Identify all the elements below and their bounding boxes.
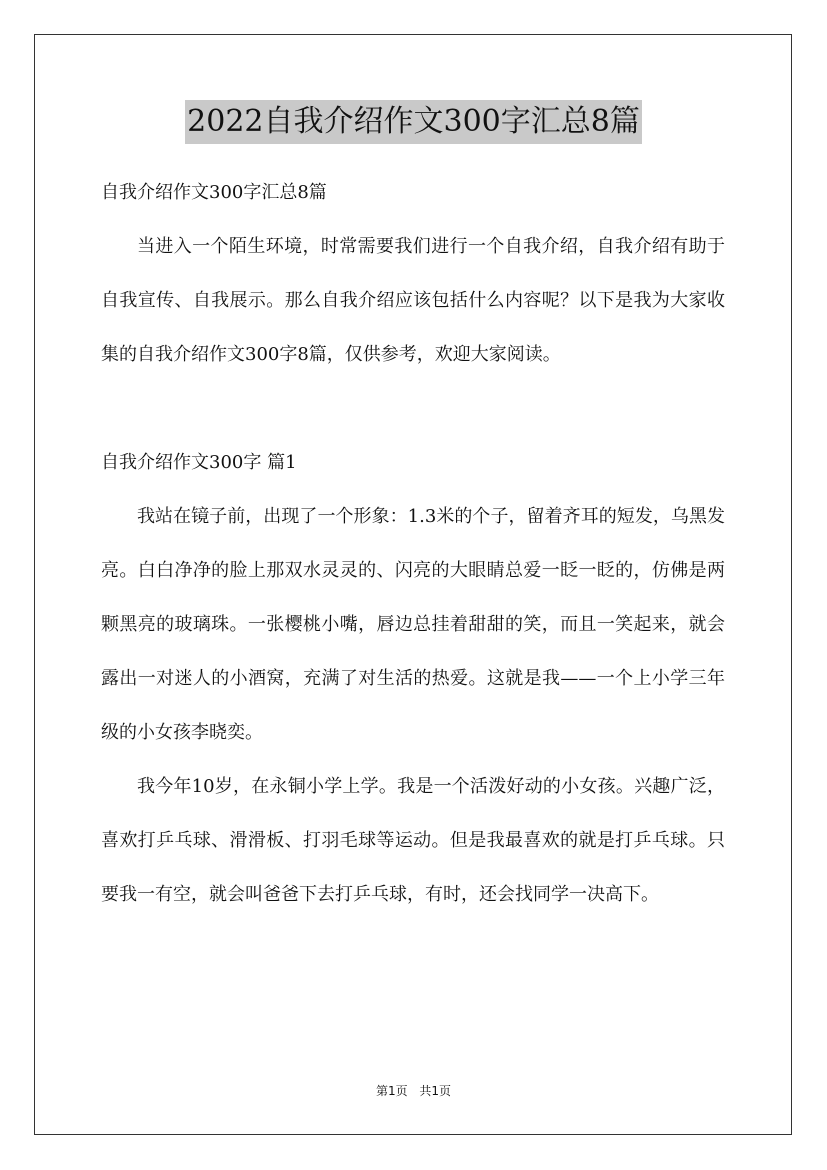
document-subtitle: 自我介绍作文300字汇总8篇 — [101, 182, 327, 203]
page-number: 第1页 — [375, 1084, 408, 1098]
document-body — [101, 166, 725, 922]
page-total: 共1页 — [419, 1084, 452, 1098]
section-paragraph-1: 我站在镜子前，出现了一个形象：1.3米的个子，留着齐耳的短发，乌黑发亮。白白净净的脸上那双水灵灵的、闪亮的大眼睛总爱一眨一眨的，仿佛是两颗黑亮的玻璃珠。一张樱桃小嘴，唇边总挂着甜甜的笑，而且一笑起来，就会露出一对迷人的小酒窝，充满了对生活的热爱。这就是我——一个上小学三年级的小女孩李晓奕。 — [101, 506, 725, 743]
page-title: 2022自我介绍作文300字汇总8篇 — [185, 100, 642, 144]
title-container — [0, 100, 827, 144]
section-paragraph-2: 我今年10岁，在永铜小学上学。我是一个活泼好动的小女孩。兴趣广泛，喜欢打乒乓球、滑滑板、打羽毛球等运动。但是我最喜欢的就是打乒乓球。只要我一有空，就会叫爸爸下去打乒乓球，有时，还会找同学一决高下。 — [101, 776, 725, 905]
page-footer — [0, 1082, 827, 1099]
intro-paragraph: 当进入一个陌生环境，时常需要我们进行一个自我介绍，自我介绍有助于自我宣传、自我展示。那么自我介绍应该包括什么内容呢？以下是我为大家收集的自我介绍作文300字8篇，仅供参考，欢迎大家阅读。 — [101, 236, 725, 365]
section-heading: 自我介绍作文300字 篇1 — [101, 452, 297, 473]
section-gap — [101, 382, 725, 436]
